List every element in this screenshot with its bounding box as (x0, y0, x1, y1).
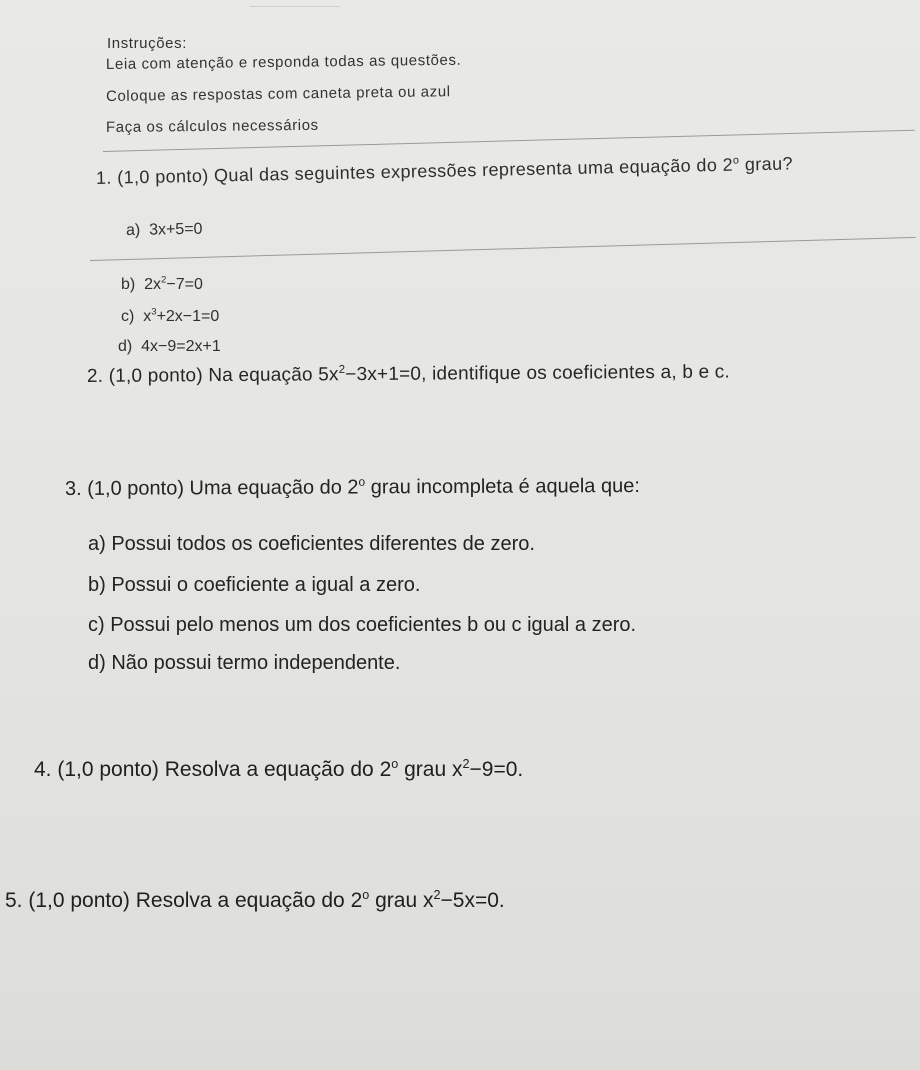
instructions-title: Instruções: (107, 35, 187, 52)
q1-option-c (121, 308, 219, 326)
question-1 (96, 153, 793, 189)
question-5 (5, 889, 505, 913)
degree-mark: o (362, 888, 370, 902)
q1-option-d (118, 338, 221, 356)
q1-option-b-expr: $2x^2-7=0$ (144, 274, 203, 293)
question-2-text: 2. (1,0 ponto) Na equação (86, 364, 319, 387)
q1-option-d-label: d) (118, 338, 133, 355)
question-1-text: 1. (1,0 ponto) Qual das seguintes expressões representa uma equação do (95, 154, 723, 188)
q1-option-d-expr: 4x−9=2x+1 (141, 338, 221, 355)
degree-number: 2 (379, 758, 392, 781)
instruction-line-3: Faça os cálculos necessários (105, 116, 319, 136)
q1-option-b-label: b) (121, 276, 136, 293)
degree-mark: o (732, 154, 740, 167)
question-2-equation: $5x^2-3x+1=0$ (318, 363, 422, 386)
question-5-equation: $x^2-5x=0$. (422, 888, 505, 912)
question-5-mid: grau (369, 889, 423, 912)
q3-option-c: c) Possui pelo menos um dos coeficientes b ou c igual a zero. (88, 614, 637, 636)
top-edge-line (250, 6, 340, 7)
separator-line-2 (90, 237, 916, 261)
instruction-line-2: Coloque as respostas com caneta preta ou azul (105, 83, 451, 105)
degree-number: 2 (347, 476, 359, 499)
degree-mark: o (358, 474, 366, 489)
q3-option-a: a) Possui todos os coeficientes diferentes de zero. (88, 533, 535, 555)
q1-option-c-label: c) (121, 308, 135, 325)
question-4-text: 4. (1,0 ponto) Resolva a equação do (34, 758, 380, 781)
question-3 (65, 475, 640, 501)
question-4-equation: $x^2-9=0$. (451, 757, 524, 781)
question-3-end: grau incompleta é aquela que: (365, 474, 640, 499)
degree-number: 2 (350, 889, 363, 912)
question-4-mid: grau (398, 758, 452, 781)
degree-mark: o (391, 757, 399, 771)
q3-option-b: b) Possui o coeficiente a igual a zero. (88, 574, 421, 596)
q1-option-c-expr: $x^3+2x-1=0$ (143, 306, 220, 325)
degree-number: 2 (722, 154, 734, 175)
question-2-end: , identifique os coeficientes a, b e c. (421, 361, 731, 385)
q3-option-d: d) Não possui termo independente. (88, 652, 401, 674)
q1-option-b (121, 276, 203, 294)
instruction-line-1: Leia com atenção e responda todas as questões. (105, 51, 462, 73)
question-4 (34, 758, 523, 782)
question-2 (87, 362, 730, 388)
q1-option-a-label: a) (125, 221, 141, 239)
question-5-text: 5. (1,0 ponto) Resolva a equação do (5, 889, 351, 912)
q1-option-a-expr: 3x+5=0 (148, 220, 203, 239)
question-3-text: 3. (1,0 ponto) Uma equação do (64, 476, 348, 500)
question-1-end: grau? (739, 153, 794, 175)
q1-option-a (126, 221, 203, 240)
